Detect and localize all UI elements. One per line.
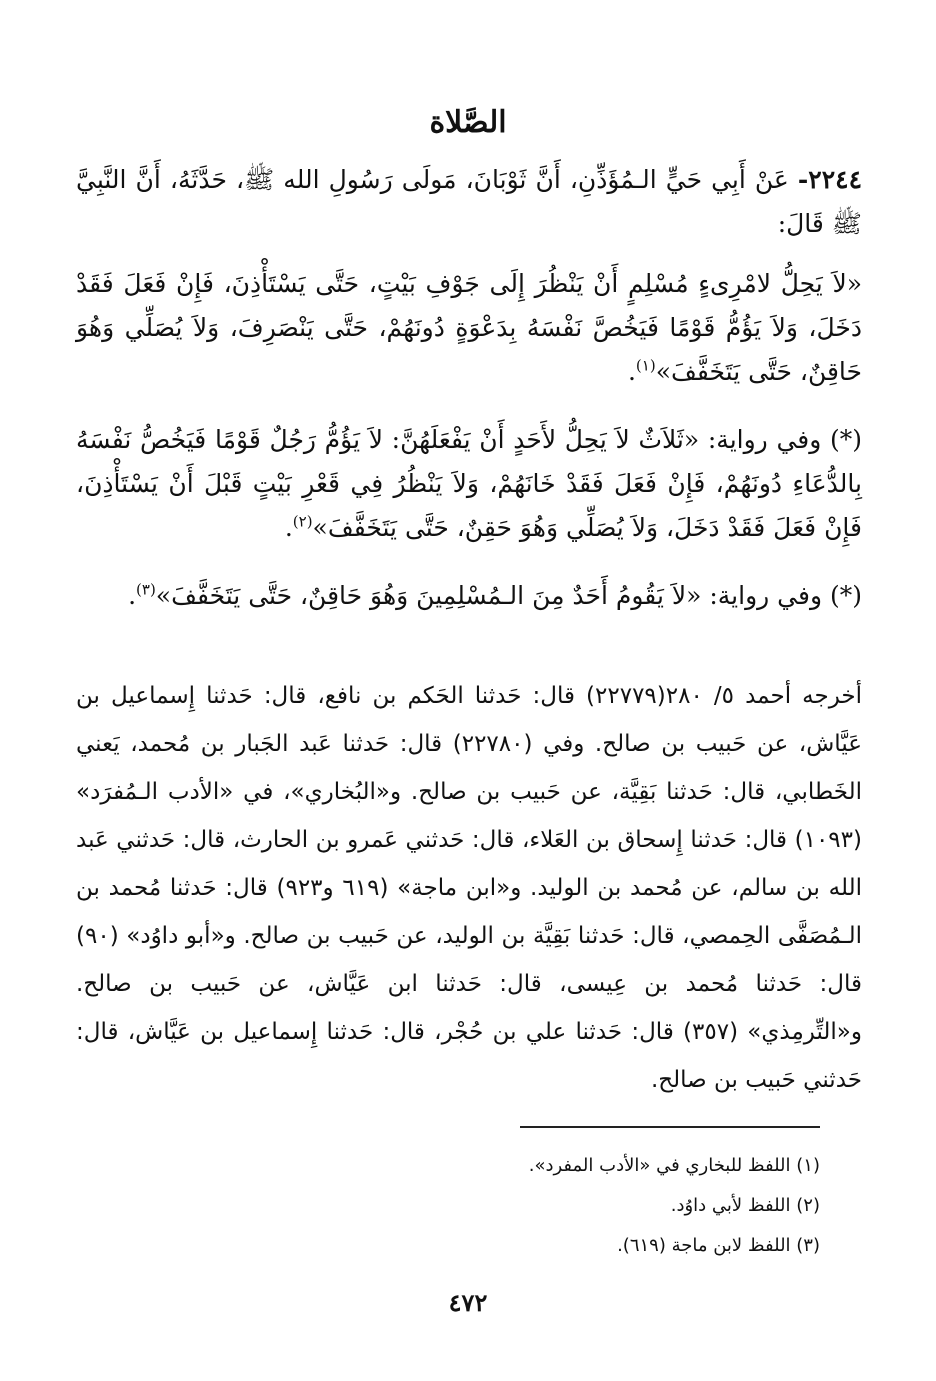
hadith-number: ٢٢٤٤-: [797, 165, 862, 194]
variant-2-text: (*) وفي رواية: «لاَ يَقُومُ أَحَدٌ مِنَ الـمُسْلِمِينَ وَهُوَ حَاقِنٌ، حَتَّى يَتَخَفَّفَ»: [155, 581, 862, 610]
footnote-3: (٣) اللفظ لابن ماجة (٦١٩).: [617, 1235, 820, 1256]
hadith-variant-2: [76, 574, 862, 618]
hadith-intro: [76, 158, 862, 246]
footnote-ref-1[interactable]: (١): [635, 356, 656, 375]
hadith-isnad: عَنْ أَبِي حَيٍّ الـمُؤَذِّنِ، أَنَّ ثَوْبَانَ، مَولَى رَسُولِ الله ﷺ، حَدَّثَهُ، أَنَّ النَّبِيَّ ﷺ قَالَ:: [76, 165, 862, 238]
end-dot: .: [284, 513, 293, 542]
hadith-text: [76, 262, 862, 394]
footnotes: [220, 1146, 820, 1266]
footnote-divider: [520, 1126, 820, 1128]
end-dot: .: [627, 357, 636, 386]
variant-1-text: (*) وفي رواية: «ثَلاَثٌ لاَ يَحِلُّ لأَحَدٍ أَنْ يَفْعَلَهُنَّ: لاَ يَؤُمُّ رَجُلٌ قَوْمًا فَيَخُصُّ نَفْسَهُ بِالدُّعَاءِ دُونَهُمْ، فَإِنْ فَعَلَ فَقَدْ خَانَهُمْ، وَلاَ يَنْظُرُ فِي قَعْرِ بَيْتٍ قَبْلَ أَنْ يَسْتَأْذِنَ، فَإِنْ فَعَلَ فَقَدْ دَخَلَ، وَلاَ يُصَلِّي وَهُوَ حَقِنٌ، حَتَّى يَتَخَفَّفَ»: [76, 425, 862, 542]
footnote-2: (٢) اللفظ لأبي داوُد.: [670, 1195, 820, 1216]
page-number: ٤٧٢: [448, 1288, 488, 1317]
footnote-ref-3[interactable]: (٣): [136, 580, 156, 599]
hadith-matn: «لاَ يَحِلُّ لامْرِىءٍ مُسْلِمٍ أَنْ يَنْظُرَ إِلَى جَوْفِ بَيْتٍ، حَتَّى يَسْتَأْذِنَ، فَإِنْ فَعَلَ فَقَدْ دَخَلَ، وَلاَ يَؤُمُّ قَوْمًا فَيَخُصَّ نَفْسَهُ بِدَعْوَةٍ دُونَهُمْ، حَتَّى يَنْصَرِفَ، وَلاَ يُصَلِّي وَهُوَ حَاقِنٌ، حَتَّى يَتَخَفَّفَ»: [76, 269, 862, 386]
chapter-title: الصَّلاة: [429, 105, 507, 140]
end-dot: .: [128, 581, 137, 610]
footnote-1: (١) اللفظ للبخاري في «الأدب المفرد».: [528, 1155, 820, 1176]
hadith-variant-1: [76, 418, 862, 550]
takhrij-paragraph: أخرجه أحمد ٥/ ٢٨٠(٢٢٧٧٩) قال: حَدثنا الحَكم بن نافع، قال: حَدثنا إِسماعيل بن عَيَّاش، عن حَبيب بن صالح. وفي (٢٢٧٨٠) قال: حَدثنا عَبد الجَبار بن مُحمد، يَعني الخَطابي، قال: حَدثنا بَقِيَّة، عن حَبيب بن صالح. و«البُخاري»، في «الأدب الـمُفرَد» (١٠٩٣) قال: حَدثنا إِسحاق بن العَلاء، قال: حَدثني عَمرو بن الحارث، قال: حَدثني عَبد الله بن سالم، عن مُحمد بن الوليد. و«ابن ماجة» (٦١٩ و٩٢٣) قال: حَدثنا مُحمد بن الـمُصَفَّى الحِمصي، قال: حَدثنا بَقِيَّة بن الوليد، عن حَبيب بن صالح. و«أبو داوُد» (٩٠) قال: حَدثنا مُحمد بن عِيسى، قال: حَدثنا ابن عَيَّاش، عن حَبيب بن صالح. و«التِّرمِذي» (٣٥٧) قال: حَدثنا علي بن حُجْر، قال: حَدثنا إِسماعيل بن عَيَّاش، قال: حَدثني حَبيب بن صالح.: [76, 683, 863, 1093]
footnote-ref-2[interactable]: (٢): [292, 512, 313, 531]
